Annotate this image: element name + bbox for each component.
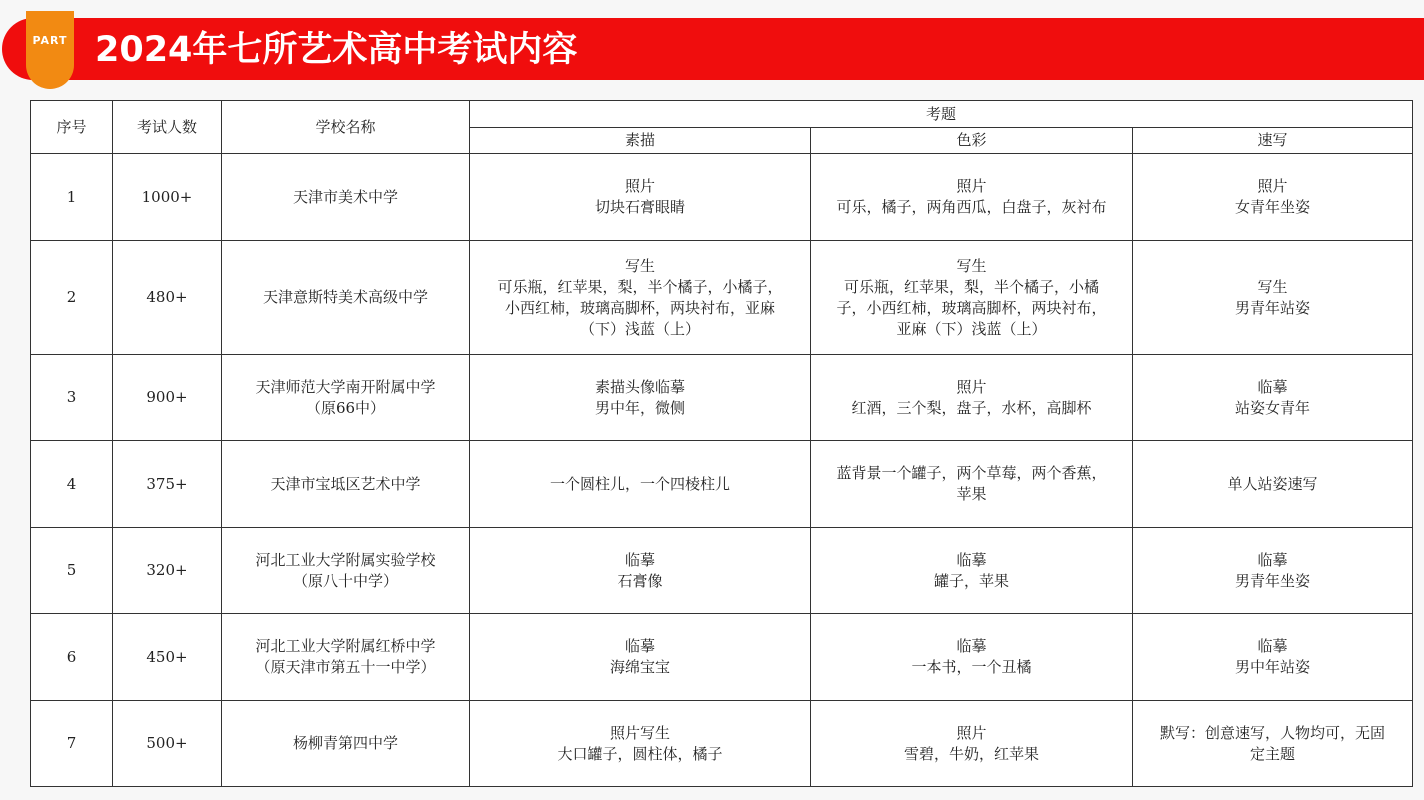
cell-school: 河北工业大学附属红桥中学 （原天津市第五十一中学） bbox=[222, 614, 470, 701]
cell-quick: 写生 男青年站姿 bbox=[1133, 241, 1413, 355]
table-row bbox=[31, 355, 1413, 441]
cell-index: 4 bbox=[31, 441, 113, 528]
cell-count: 900+ bbox=[113, 355, 222, 441]
cell-quick: 临摹 男青年坐姿 bbox=[1133, 528, 1413, 614]
cell-sketch: 临摹 石膏像 bbox=[470, 528, 811, 614]
cell-school: 河北工业大学附属实验学校 （原八十中学） bbox=[222, 528, 470, 614]
cell-color: 临摹 罐子，苹果 bbox=[811, 528, 1133, 614]
cell-quick: 照片 女青年坐姿 bbox=[1133, 154, 1413, 241]
cell-color: 照片 雪碧，牛奶，红苹果 bbox=[811, 701, 1133, 787]
cell-school: 天津市美术中学 bbox=[222, 154, 470, 241]
header-color: 色彩 bbox=[811, 128, 1133, 154]
header-school: 学校名称 bbox=[222, 101, 470, 154]
cell-sketch: 照片写生 大口罐子，圆柱体，橘子 bbox=[470, 701, 811, 787]
cell-school: 杨柳青第四中学 bbox=[222, 701, 470, 787]
cell-sketch: 素描头像临摹 男中年，微侧 bbox=[470, 355, 811, 441]
cell-quick: 临摹 男中年站姿 bbox=[1133, 614, 1413, 701]
cell-school: 天津师范大学南开附属中学 （原66中） bbox=[222, 355, 470, 441]
cell-color: 写生 可乐瓶，红苹果，梨，半个橘子，小橘 子，小西红柿，玻璃高脚杯，两块衬布， 亚麻（下）浅蓝（上） bbox=[811, 241, 1133, 355]
cell-count: 450+ bbox=[113, 614, 222, 701]
cell-count: 320+ bbox=[113, 528, 222, 614]
table-row bbox=[31, 528, 1413, 614]
cell-count: 375+ bbox=[113, 441, 222, 528]
exam-table bbox=[30, 100, 1413, 787]
cell-index: 1 bbox=[31, 154, 113, 241]
cell-count: 480+ bbox=[113, 241, 222, 355]
cell-color: 蓝背景一个罐子，两个草莓，两个香蕉， 苹果 bbox=[811, 441, 1133, 528]
cell-color: 临摹 一本书，一个丑橘 bbox=[811, 614, 1133, 701]
cell-color: 照片 可乐，橘子，两角西瓜，白盘子，灰衬布 bbox=[811, 154, 1133, 241]
cell-sketch: 一个圆柱儿，一个四棱柱儿 bbox=[470, 441, 811, 528]
header-quick: 速写 bbox=[1133, 128, 1413, 154]
header-sketch: 素描 bbox=[470, 128, 811, 154]
cell-count: 500+ bbox=[113, 701, 222, 787]
cell-quick: 临摹 站姿女青年 bbox=[1133, 355, 1413, 441]
cell-index: 7 bbox=[31, 701, 113, 787]
cell-school: 天津意斯特美术高级中学 bbox=[222, 241, 470, 355]
cell-index: 6 bbox=[31, 614, 113, 701]
cell-sketch: 照片 切块石膏眼睛 bbox=[470, 154, 811, 241]
cell-quick: 单人站姿速写 bbox=[1133, 441, 1413, 528]
cell-index: 2 bbox=[31, 241, 113, 355]
header-topics: 考题 bbox=[470, 101, 1413, 128]
cell-index: 5 bbox=[31, 528, 113, 614]
header-index: 序号 bbox=[31, 101, 113, 154]
table-row bbox=[31, 701, 1413, 787]
cell-count: 1000+ bbox=[113, 154, 222, 241]
page-title: 2024年七所艺术高中考试内容 bbox=[95, 30, 578, 70]
cell-school: 天津市宝坻区艺术中学 bbox=[222, 441, 470, 528]
cell-sketch: 临摹 海绵宝宝 bbox=[470, 614, 811, 701]
table-row bbox=[31, 241, 1413, 355]
cell-quick: 默写：创意速写，人物均可，无固 定主题 bbox=[1133, 701, 1413, 787]
table-row bbox=[31, 441, 1413, 528]
table-row bbox=[31, 154, 1413, 241]
cell-color: 照片 红酒，三个梨，盘子，水杯，高脚杯 bbox=[811, 355, 1133, 441]
header-count: 考试人数 bbox=[113, 101, 222, 154]
part-badge: PART bbox=[26, 11, 74, 89]
table-row bbox=[31, 614, 1413, 701]
cell-sketch: 写生 可乐瓶，红苹果，梨，半个橘子，小橘子， 小西红柿，玻璃高脚杯，两块衬布，亚麻 （下）浅蓝（上） bbox=[470, 241, 811, 355]
cell-index: 3 bbox=[31, 355, 113, 441]
